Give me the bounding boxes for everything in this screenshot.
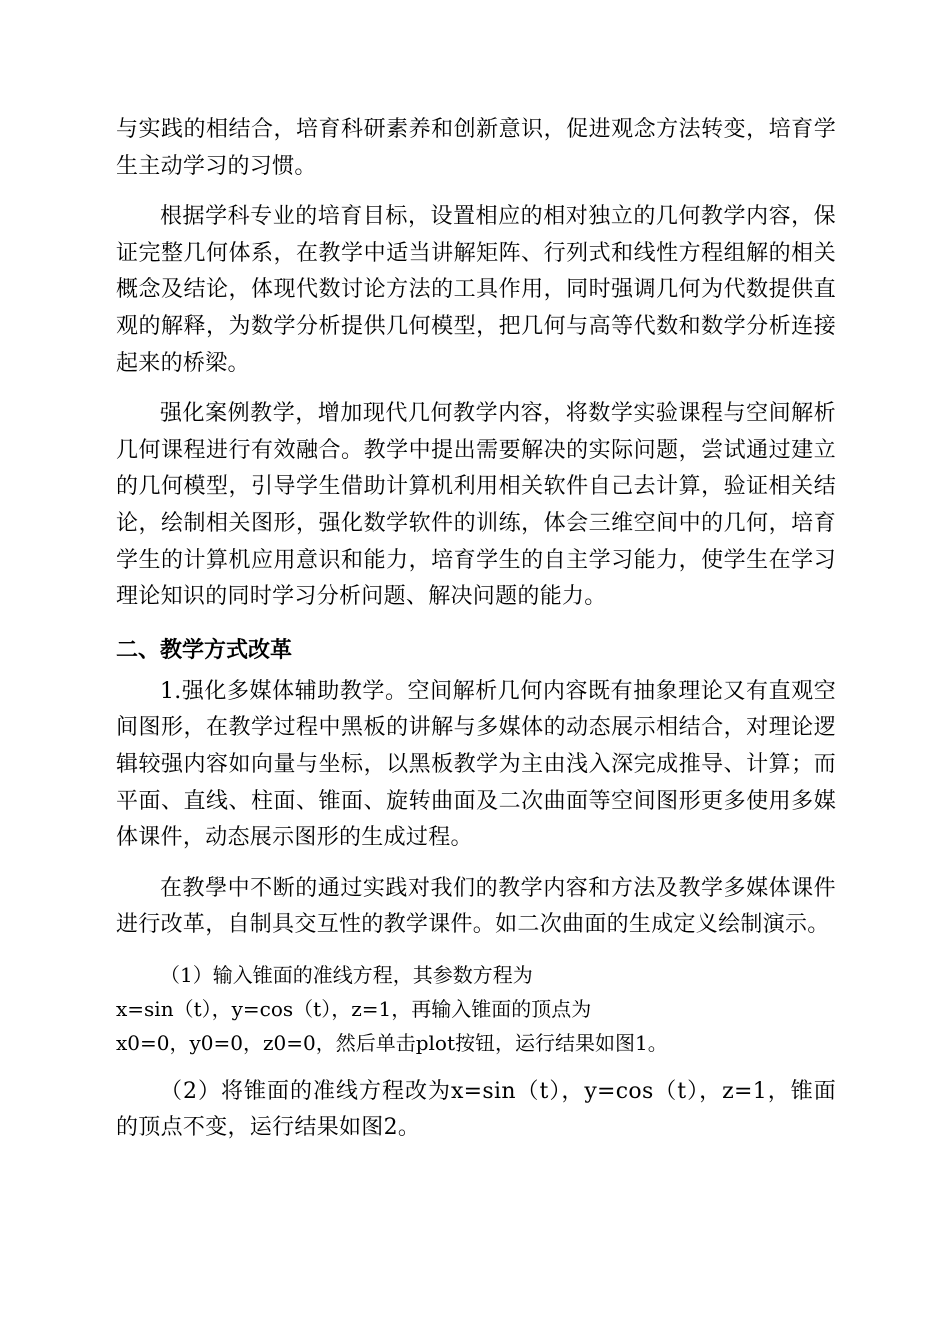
step-1-line-3: x0=0，y0=0，z0=0，然后单击plot按钮，运行结果如图1。 (116, 1030, 668, 1055)
document-page (116, 112, 836, 1147)
step-2-paragraph: （2）将锥面的准线方程改为x=sin（t），y=cos（t），z=1，锥面的顶点不变，运行结果如图2。 (116, 1078, 836, 1141)
step-1-block (116, 958, 836, 1060)
paragraph-intro-continuation: 与实践的相结合，培育科研素养和创新意识，促进观念方法转变，培育学生主动学习的习惯。 (116, 117, 836, 179)
paragraph-case-teaching: 强化案例教学，增加现代几何教学内容，将数学实验课程与空间解析几何课程进行有效融合。教学中提出需要解决的实际问题，尝试通过建立的几何模型，引导学生借助计算机利用相关软件自己去计算，验证相关结论，绘制相关图形，强化数学软件的训练，体会三维空间中的几何，培育学生的计算机应用意识和能力，培育学生的自主学习能力，使学生在学习理论知识的同时学习分析问题、解决问题的能力。 (116, 401, 836, 610)
section-heading-teaching-method: 二、教学方式改革 (116, 636, 293, 663)
paragraph-multimedia: 1.强化多媒体辅助教学。空间解析几何内容既有抽象理论又有直观空间图形，在教学过程中黑板的讲解与多媒体的动态展示相结合，对理论逻辑较强内容如向量与坐标，以黑板教学为主由浅入深完成推导、计算；而平面、直线、柱面、锥面、旋转曲面及二次曲面等空间图形更多使用多媒体课件，动态展示图形的生成过程。 (116, 678, 836, 851)
paragraph-courseware-reform: 在教學中不断的通过实践对我们的教学内容和方法及教学多媒体课件进行改革，自制具交互性的教学课件。如二次曲面的生成定义绘制演示。 (116, 875, 836, 938)
step-1-line-1: （1）输入锥面的准线方程，其参数方程为 (160, 962, 533, 987)
step-1-line-2: x=sin（t），y=cos（t），z=1，再输入锥面的顶点为 (116, 996, 592, 1021)
paragraph-geometry-system: 根据学科专业的培育目标，设置相应的相对独立的几何教学内容，保证完整几何体系，在教学中适当讲解矩阵、行列式和线性方程组解的相关概念及结论，体现代数讨论方法的工具作用，同时强调几何为代数提供直观的解释，为数学分析提供几何模型，把几何与高等代数和数学分析连接起来的桥梁。 (116, 204, 836, 376)
